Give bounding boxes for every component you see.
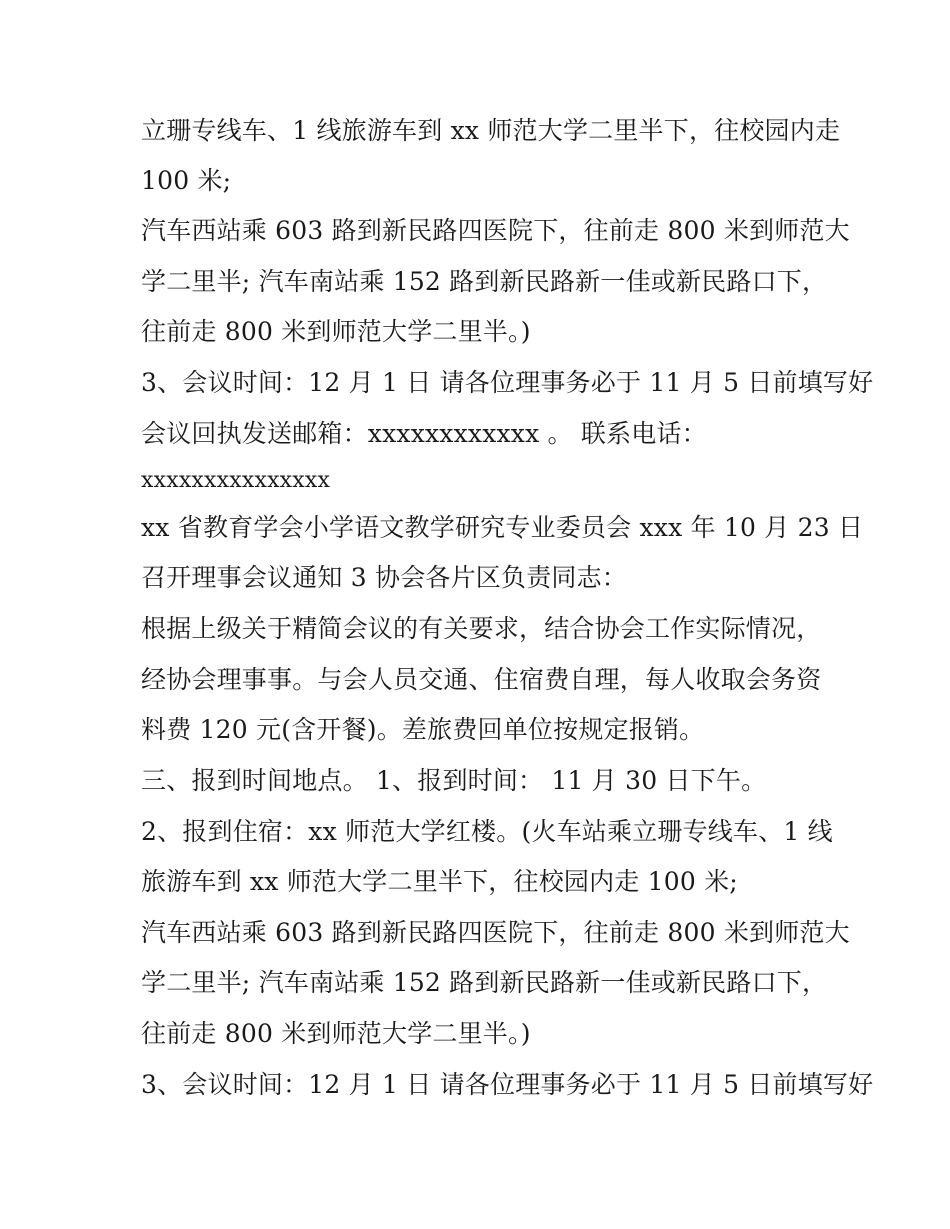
text-line-18: 学二里半; 汽车南站乘 152 路到新民路新一佳或新民路口下， <box>141 968 828 997</box>
text-line-4: 学二里半; 汽车南站乘 152 路到新民路新一佳或新民路口下， <box>141 267 828 296</box>
text-line-2: 100 米; <box>141 166 232 195</box>
text-line-20: 3、会议时间：12 月 1 日 请各位理事务必于 11 月 5 日前填写好 <box>141 1070 874 1099</box>
text-line-14: 三、报到时间地点。 1、报到时间： 11 月 30 日下午。 <box>141 766 767 795</box>
text-line-7: 会议回执发送邮箱：xxxxxxxxxxxx 。 联系电话： <box>141 419 707 448</box>
text-line-1: 立珊专线车、1 线旅游车到 xx 师范大学二里半下，往校园内走 <box>141 116 841 145</box>
text-line-11: 根据上级关于精简会议的有关要求，结合协会工作实际情况， <box>141 614 822 643</box>
text-line-13: 料费 120 元(含开餐)。差旅费回单位按规定报销。 <box>141 715 705 744</box>
text-line-15: 2、报到住宿：xx 师范大学红楼。(火车站乘立珊专线车、1 线 <box>141 817 833 846</box>
text-line-3: 汽车西站乘 603 路到新民路四医院下，往前走 800 米到师范大 <box>141 216 850 245</box>
text-line-12: 经协会理事事。与会人员交通、住宿费自理，每人收取会务资 <box>141 665 822 694</box>
text-line-16: 旅游车到 xx 师范大学二里半下，往校园内走 100 米; <box>141 867 738 896</box>
text-line-10: 召开理事会议通知 3 协会各片区负责同志： <box>141 563 628 592</box>
text-line-6: 3、会议时间：12 月 1 日 请各位理事务必于 11 月 5 日前填写好 <box>141 368 874 397</box>
text-line-5: 往前走 800 米到师范大学二里半。) <box>141 317 531 346</box>
text-line-17: 汽车西站乘 603 路到新民路四医院下，往前走 800 米到师范大 <box>141 918 850 947</box>
text-line-9: xx 省教育学会小学语文教学研究专业委员会 xxx 年 10 月 23 日 <box>141 513 864 542</box>
text-line-19: 往前走 800 米到师范大学二里半。) <box>141 1019 531 1048</box>
text-line-8: xxxxxxxxxxxxxxx <box>141 468 331 493</box>
